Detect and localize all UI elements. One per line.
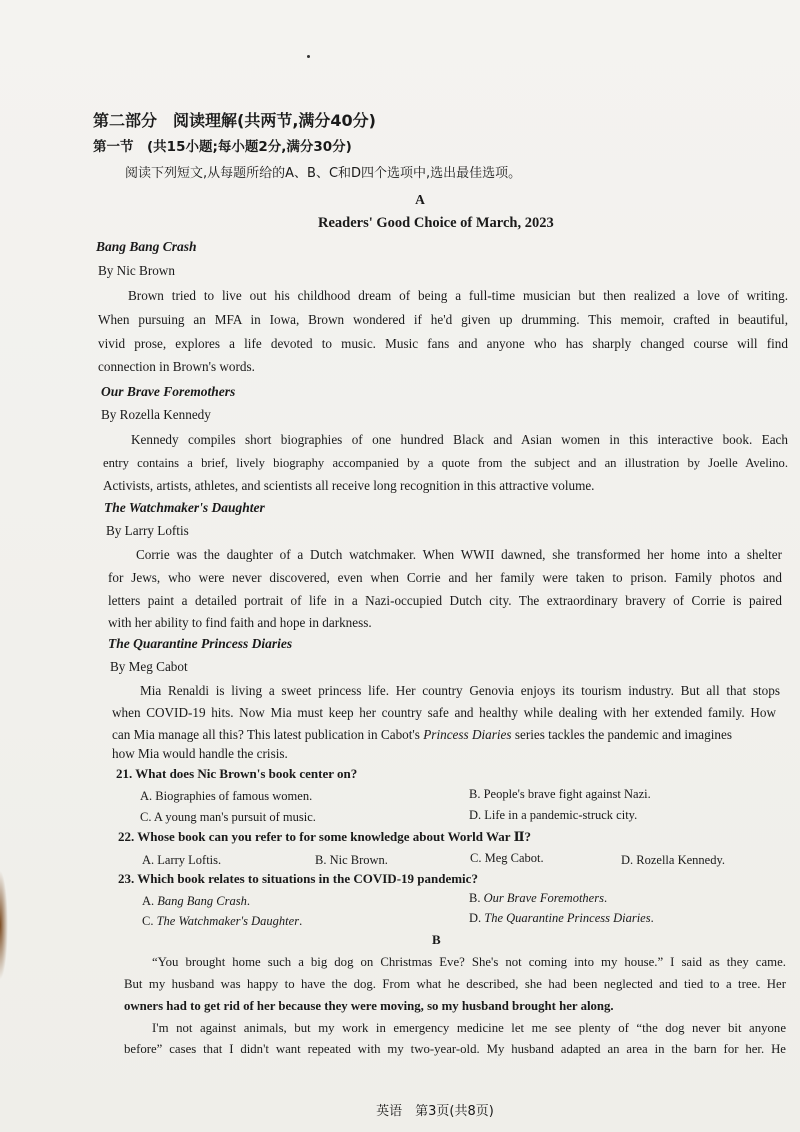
option-d[interactable] bbox=[469, 909, 654, 927]
book-author: By Meg Cabot bbox=[110, 659, 188, 674]
text-part: series tackles the pandemic and imagines bbox=[511, 727, 732, 742]
book-title: Our Brave Foremothers bbox=[101, 384, 236, 399]
question-stem: 22. Whose book can you refer to for some knowledge about World War Ⅱ? bbox=[118, 829, 532, 844]
option-a[interactable]: A. Biographies of famous women. bbox=[140, 789, 313, 803]
book-text-line: Activists, artists, athletes, and scientists all receive long recognition in this attractive volume. bbox=[103, 478, 595, 493]
passage-text-line: But my husband was happy to have the dog. From what he described, she had been neglected and tied to a tree. Her bbox=[124, 977, 786, 991]
option-a[interactable]: A. Larry Loftis. bbox=[142, 853, 222, 867]
question-stem: 23. Which book relates to situations in the COVID-19 pandemic? bbox=[118, 871, 478, 886]
passage-a-label: A bbox=[415, 192, 425, 207]
option-text: The Watchmaker's Daughter bbox=[156, 914, 300, 928]
option-c[interactable]: C. A young man's pursuit of music. bbox=[140, 810, 316, 824]
book-author: By Nic Brown bbox=[98, 263, 175, 278]
book-text-line: with her ability to find faith and hope in darkness. bbox=[108, 615, 372, 630]
book-text-line: Corrie was the daughter of a Dutch watchmaker. When WWII dawned, she transformed her home into a shelter bbox=[136, 547, 782, 562]
book-text-line: how Mia would handle the crisis. bbox=[112, 746, 288, 761]
option-b[interactable] bbox=[469, 889, 607, 907]
option-letter: C. bbox=[142, 914, 157, 928]
book-text-line: when COVID-19 hits. Now Mia must keep her country safe and healthy while dealing with her extended family. How bbox=[112, 705, 776, 720]
option-period: . bbox=[603, 891, 608, 905]
book-text-line: entry contains a brief, lively biography accompanied by a quote from the subject and an illustration by Joelle Avelino. bbox=[103, 456, 788, 470]
option-text: The Quarantine Princess Diaries bbox=[484, 911, 651, 925]
page-footer: 英语 第3页(共8页) bbox=[376, 1104, 494, 1119]
passage-text-line: before” cases that I didn't want repeated with my two-year-old. My husband adapted an area in the barn for her. He bbox=[124, 1042, 786, 1056]
book-text-line: Mia Renaldi is living a sweet princess life. Her country Genovia enjoys its tourism industry. But all that stops bbox=[140, 683, 780, 698]
passage-text-line: owners had to get rid of her because they were moving, so my husband brought her along. bbox=[124, 999, 614, 1013]
book-text-line-mixed bbox=[112, 726, 776, 744]
book-text-line: Kennedy compiles short biographies of one hundred Black and Asian women in this interactive book. Each bbox=[131, 432, 788, 447]
book-text-line: for Jews, who were never discovered, even when Corrie and her family were taken to prison. Family photos and bbox=[108, 570, 782, 585]
book-text-line: connection in Brown's words. bbox=[98, 359, 255, 374]
option-letter: D. bbox=[469, 911, 485, 925]
passage-a-title: Readers' Good Choice of March, 2023 bbox=[318, 215, 554, 231]
ink-dot bbox=[307, 55, 310, 58]
section-heading: 第一节 (共15小题;每小题2分,满分30分) bbox=[93, 139, 352, 155]
option-d[interactable]: D. Life in a pandemic-struck city. bbox=[469, 808, 638, 822]
option-period: . bbox=[650, 911, 654, 925]
option-b[interactable]: B. Nic Brown. bbox=[315, 853, 388, 867]
passage-text-line: “You brought home such a big dog on Christmas Eve? She's not coming into my house.” I said as they came. bbox=[152, 955, 786, 969]
option-period: . bbox=[299, 914, 303, 928]
option-text: Bang Bang Crash bbox=[157, 894, 247, 908]
binding-shadow bbox=[0, 870, 8, 980]
book-text-line: letters paint a detailed portrait of life in a Nazi-occupied Dutch city. The extraordinary bravery of Corrie is paired bbox=[108, 593, 782, 608]
series-title: Princess Diaries bbox=[423, 727, 512, 742]
option-c[interactable]: C. Meg Cabot. bbox=[470, 851, 544, 865]
option-b[interactable]: B. People's brave fight against Nazi. bbox=[469, 787, 651, 801]
option-text: Our Brave Foremothers bbox=[483, 891, 604, 905]
option-d[interactable]: D. Rozella Kennedy. bbox=[621, 853, 726, 867]
book-title: Bang Bang Crash bbox=[96, 239, 197, 254]
question-stem: 21. What does Nic Brown's book center on? bbox=[116, 766, 358, 781]
text-span bbox=[112, 726, 732, 744]
option-a[interactable] bbox=[142, 892, 250, 910]
option-letter: B. bbox=[469, 891, 484, 905]
option-c[interactable] bbox=[142, 912, 302, 930]
book-author: By Larry Loftis bbox=[106, 523, 189, 538]
book-author: By Rozella Kennedy bbox=[101, 407, 211, 422]
book-text-line: Brown tried to live out his childhood dream of being a full-time musician but then realized a love of writing. bbox=[128, 288, 788, 303]
passage-text-line: I'm not against animals, but my work in emergency medicine let me see plenty of “the dog never bit anyone bbox=[152, 1021, 786, 1035]
book-text-line: vivid prose, explores a life devoted to music. Music fans and anyone who has sharply changed course will find bbox=[98, 336, 788, 351]
option-period: . bbox=[246, 894, 250, 908]
directions: 阅读下列短文,从每题所给的A、B、C和D四个选项中,选出最佳选项。 bbox=[125, 166, 522, 181]
option-letter: A. bbox=[142, 894, 158, 908]
book-title: The Quarantine Princess Diaries bbox=[108, 636, 293, 651]
text-part: can Mia manage all this? This latest publication in Cabot's bbox=[112, 727, 424, 742]
book-text-line: When pursuing an MFA in Iowa, Brown wondered if he'd given up drumming. This memoir, crafted in beautiful, bbox=[98, 312, 788, 327]
passage-b-label: B bbox=[432, 932, 441, 947]
part-heading: 第二部分 阅读理解(共两节,满分40分) bbox=[93, 111, 376, 130]
book-title: The Watchmaker's Daughter bbox=[104, 500, 265, 515]
